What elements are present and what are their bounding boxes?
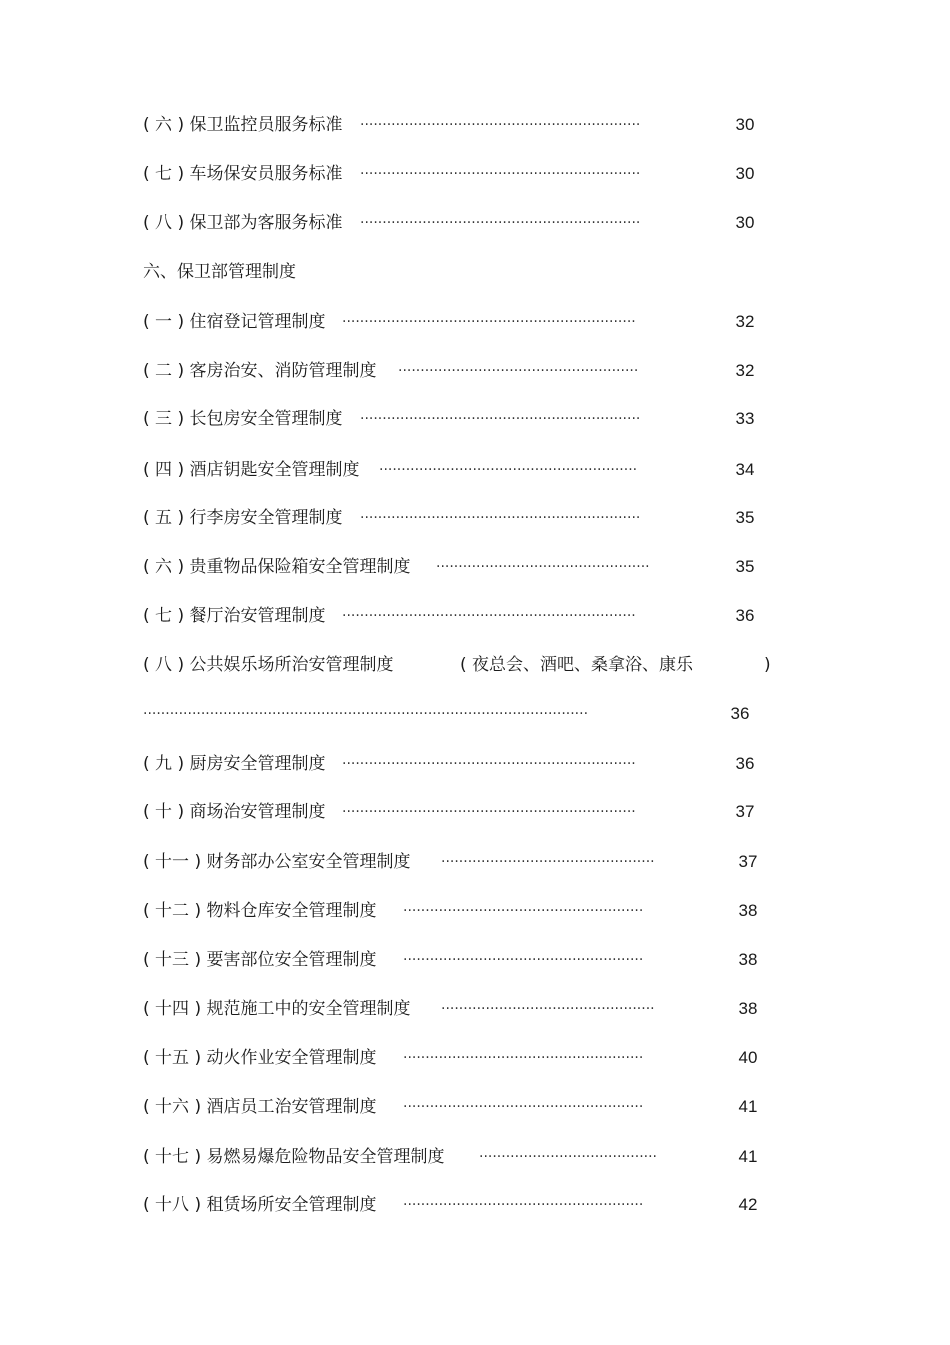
toc-entry-label: ( 十三 ) 要害部位安全管理制度 bbox=[143, 950, 377, 970]
toc-page-number: 34 bbox=[735, 460, 755, 479]
toc-entry[interactable] bbox=[143, 899, 376, 923]
toc-entry-label: ( 九 ) 厨房安全管理制度 bbox=[143, 754, 326, 774]
toc-entry[interactable] bbox=[143, 604, 325, 628]
leader-dots: ················································ bbox=[441, 854, 655, 870]
toc-page-number: 37 bbox=[738, 852, 758, 871]
toc-entry[interactable] bbox=[143, 997, 410, 1021]
leader-dots: ················································ bbox=[441, 1001, 655, 1017]
toc-page-number: 33 bbox=[735, 409, 755, 428]
toc-page-number: 32 bbox=[735, 361, 755, 380]
toc-entry[interactable] bbox=[143, 506, 342, 530]
toc-entry[interactable] bbox=[143, 752, 325, 776]
toc-entry[interactable] bbox=[143, 948, 376, 972]
leader-dots: ······················································ bbox=[398, 363, 639, 379]
toc-entry[interactable] bbox=[143, 162, 342, 186]
toc-entry[interactable] bbox=[143, 310, 325, 334]
toc-page-number: 38 bbox=[738, 901, 758, 920]
toc-entry-label: ( 三 ) 长包房安全管理制度 bbox=[143, 409, 343, 429]
toc-entry-label: ( 十二 ) 物料仓库安全管理制度 bbox=[143, 901, 377, 921]
suffix-text: 夜总会、酒吧、桑拿浴、康乐 bbox=[472, 655, 694, 675]
leader-dots: ·································································· bbox=[342, 804, 636, 820]
toc-entry-label: ( 七 ) 车场保安员服务标准 bbox=[143, 164, 343, 184]
toc-entry[interactable] bbox=[143, 1193, 376, 1217]
toc-entry-label: ( 十五 ) 动火作业安全管理制度 bbox=[143, 1048, 377, 1068]
leader-dots: ···································································································· bbox=[143, 706, 589, 722]
leader-dots: ·································································· bbox=[342, 314, 636, 330]
leader-dots: ······························································· bbox=[360, 117, 641, 133]
toc-entry-label: ( 八 ) 公共娱乐场所治安管理制度 bbox=[143, 655, 394, 675]
leader-dots: ······························································· bbox=[360, 411, 641, 427]
toc-page-number: 41 bbox=[738, 1147, 758, 1166]
toc-entry[interactable] bbox=[143, 850, 410, 874]
toc-page-number: 30 bbox=[735, 115, 755, 134]
toc-page-number: 35 bbox=[735, 557, 755, 576]
leader-dots: ······························································· bbox=[360, 510, 641, 526]
leader-dots: ·································································· bbox=[342, 608, 636, 624]
toc-page-number: 36 bbox=[735, 754, 755, 773]
toc-page-number: 30 bbox=[735, 164, 755, 183]
leader-dots: ················································ bbox=[436, 559, 650, 575]
toc-entry-label: ( 四 ) 酒店钥匙安全管理制度 bbox=[143, 460, 360, 480]
toc-entry-label: ( 十一 ) 财务部办公室安全管理制度 bbox=[143, 852, 411, 872]
toc-entry-label: ( 八 ) 保卫部为客服务标准 bbox=[143, 213, 343, 233]
toc-entry[interactable] bbox=[143, 1145, 444, 1169]
toc-entry-label: ( 十八 ) 租赁场所安全管理制度 bbox=[143, 1195, 377, 1215]
toc-entry[interactable] bbox=[143, 555, 410, 579]
toc-page-number: 38 bbox=[738, 999, 758, 1018]
suffix-close-paren: ) bbox=[764, 655, 771, 675]
leader-dots: ······················································ bbox=[403, 1050, 644, 1066]
toc-entry[interactable] bbox=[143, 800, 325, 824]
toc-page-number: 32 bbox=[735, 312, 755, 331]
toc-page-number: 35 bbox=[735, 508, 755, 527]
toc-page-number: 41 bbox=[738, 1097, 758, 1116]
toc-entry-label: ( 十四 ) 规范施工中的安全管理制度 bbox=[143, 999, 411, 1019]
toc-entry[interactable] bbox=[143, 653, 393, 677]
toc-page-number: 36 bbox=[730, 704, 750, 723]
leader-dots: ······················································ bbox=[403, 952, 644, 968]
toc-page-number: 38 bbox=[738, 950, 758, 969]
toc-entry[interactable] bbox=[143, 1046, 376, 1070]
toc-entry-label: ( 六 ) 贵重物品保险箱安全管理制度 bbox=[143, 557, 411, 577]
toc-entry-suffix bbox=[460, 653, 693, 677]
toc-entry[interactable] bbox=[143, 407, 342, 431]
toc-entry[interactable] bbox=[143, 211, 342, 235]
leader-dots: ·························································· bbox=[379, 462, 638, 478]
toc-entry-label: ( 十六 ) 酒店员工治安管理制度 bbox=[143, 1097, 377, 1117]
leader-dots: ······················································ bbox=[403, 903, 644, 919]
leader-dots: ······················································ bbox=[403, 1099, 644, 1115]
toc-entry-label: ( 七 ) 餐厅治安管理制度 bbox=[143, 606, 326, 626]
leader-dots: ········································ bbox=[479, 1149, 658, 1165]
toc-entry-label: ( 十七 ) 易燃易爆危险物品安全管理制度 bbox=[143, 1147, 445, 1167]
toc-entry[interactable] bbox=[143, 359, 376, 383]
toc-entry-label: ( 六 ) 保卫监控员服务标准 bbox=[143, 115, 343, 135]
toc-entry[interactable] bbox=[143, 1095, 376, 1119]
toc-page-number: 42 bbox=[738, 1195, 758, 1214]
toc-page-number: 30 bbox=[735, 213, 755, 232]
leader-dots: ······························································· bbox=[360, 166, 641, 182]
toc-entry[interactable] bbox=[143, 113, 342, 137]
toc-entry[interactable] bbox=[143, 458, 359, 482]
toc-entry-label: ( 十 ) 商场治安管理制度 bbox=[143, 802, 326, 822]
leader-dots: ······························································· bbox=[360, 215, 641, 231]
toc-entry-label: ( 一 ) 住宿登记管理制度 bbox=[143, 312, 326, 332]
leader-dots: ······················································ bbox=[403, 1197, 644, 1213]
toc-page-number: 36 bbox=[735, 606, 755, 625]
toc-page-number: 37 bbox=[735, 802, 755, 821]
leader-dots: ·································································· bbox=[342, 756, 636, 772]
toc-entry-label: ( 五 ) 行李房安全管理制度 bbox=[143, 508, 343, 528]
toc-page-number: 40 bbox=[738, 1048, 758, 1067]
toc-section-heading[interactable]: 六、保卫部管理制度 bbox=[143, 262, 296, 282]
toc-entry-label: ( 二 ) 客房治安、消防管理制度 bbox=[143, 361, 377, 381]
suffix-open-paren: ( bbox=[460, 655, 467, 675]
